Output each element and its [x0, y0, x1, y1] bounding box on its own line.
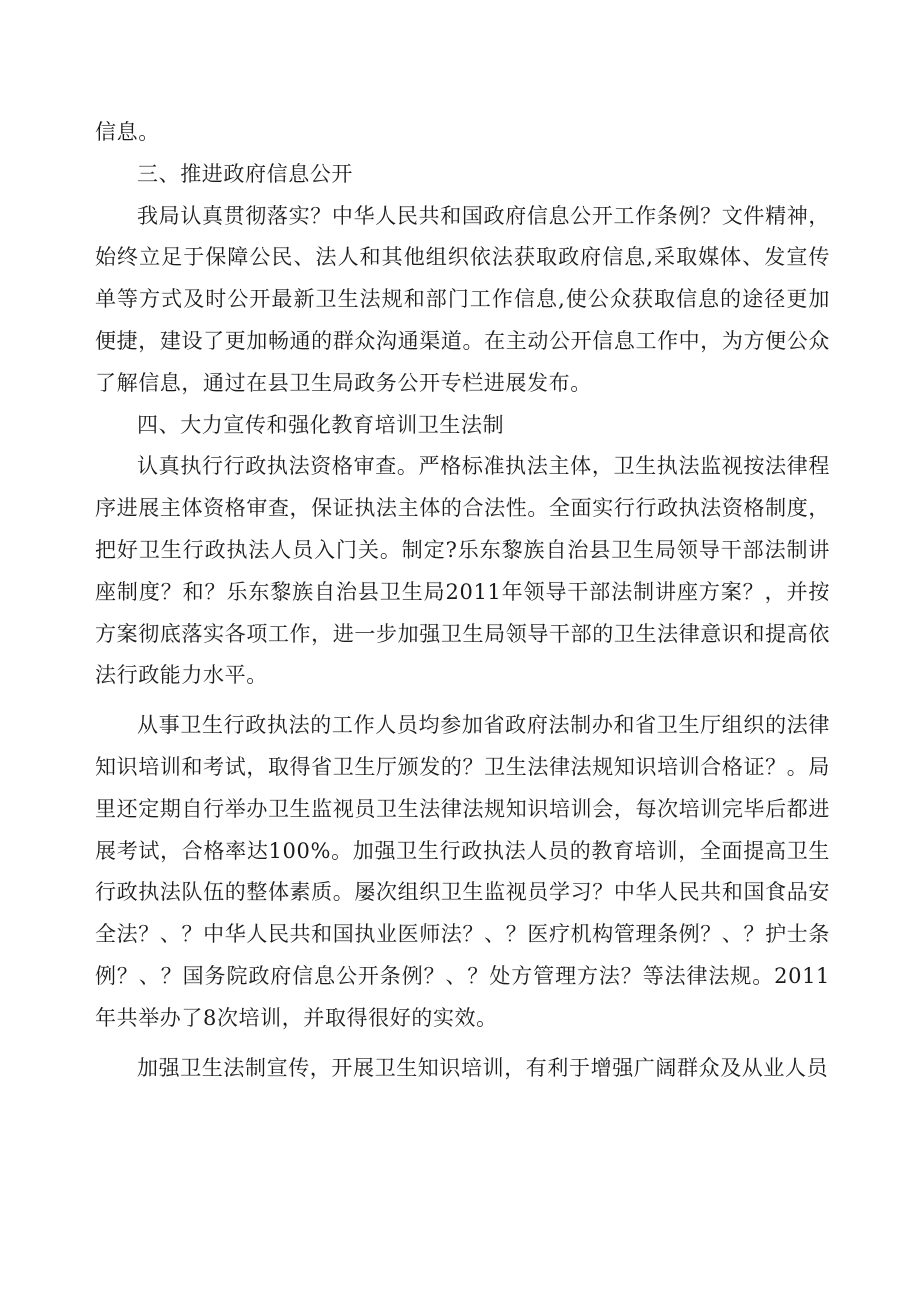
paragraph-qualification-review: 认真执行行政执法资格审查。严格标准执法主体，卫生执法监视按法律程序进展主体资格审查，保证执法主体的合法性。全面实行行政执法资格制度，把好卫生行政执法人员入门关。制定?乐东黎族自治县卫生局领导干部法制讲座制度？和？乐东黎族自治县卫生局2011年领导干部法制讲座方案？，并按方案彻底落实各项工作，进一步加强卫生局领导干部的卫生法律意识和提高依法行政能力水平。: [95, 454, 830, 688]
document-body: [95, 112, 830, 1089]
paragraph-training: 从事卫生行政执法的工作人员均参加省政府法制办和省卫生厅组织的法律知识培训和考试，取得省卫生厅颁发的？卫生法律法规知识培训合格证？。局里还定期自行举办卫生监视员卫生法律法规知识培训会，每次培训完毕后都进展考试，合格率达100%。加强卫生行政执法人员的教育培训，全面提高卫生行政执法队伍的整体素质。屡次组织卫生监视员学习？中华人民共和国食品安全法？、？中华人民共和国执业医师法？、？医疗机构管理条例？、？护士条例？、？国务院政府信息公开条例？、？处方管理方法？等法律法规。2011年共举办了8次培训，并取得很好的实效。: [95, 713, 830, 1030]
section-heading-4: 四、大力宣传和强化教育培训卫生法制: [137, 412, 505, 437]
section-heading-3: 三、推进政府信息公开: [137, 161, 353, 186]
paragraph-info-disclosure: 我局认真贯彻落实？中华人民共和国政府信息公开工作条例？文件精神，始终立足于保障公民、法人和其他组织依法获取政府信息,采取媒体、发宣传单等方式及时公开最新卫生法规和部门工作信息,使公众获取信息的途径更加便捷，建设了更加畅通的群众沟通渠道。在主动公开信息工作中，为方便公众了解信息，通过在县卫生局政务公开专栏进展发布。: [95, 203, 830, 395]
paragraph-continuation: 信息。: [95, 120, 160, 144]
paragraph-publicity: 加强卫生法制宣传，开展卫生知识培训，有利于增强广阔群众及从业人员: [137, 1055, 829, 1080]
